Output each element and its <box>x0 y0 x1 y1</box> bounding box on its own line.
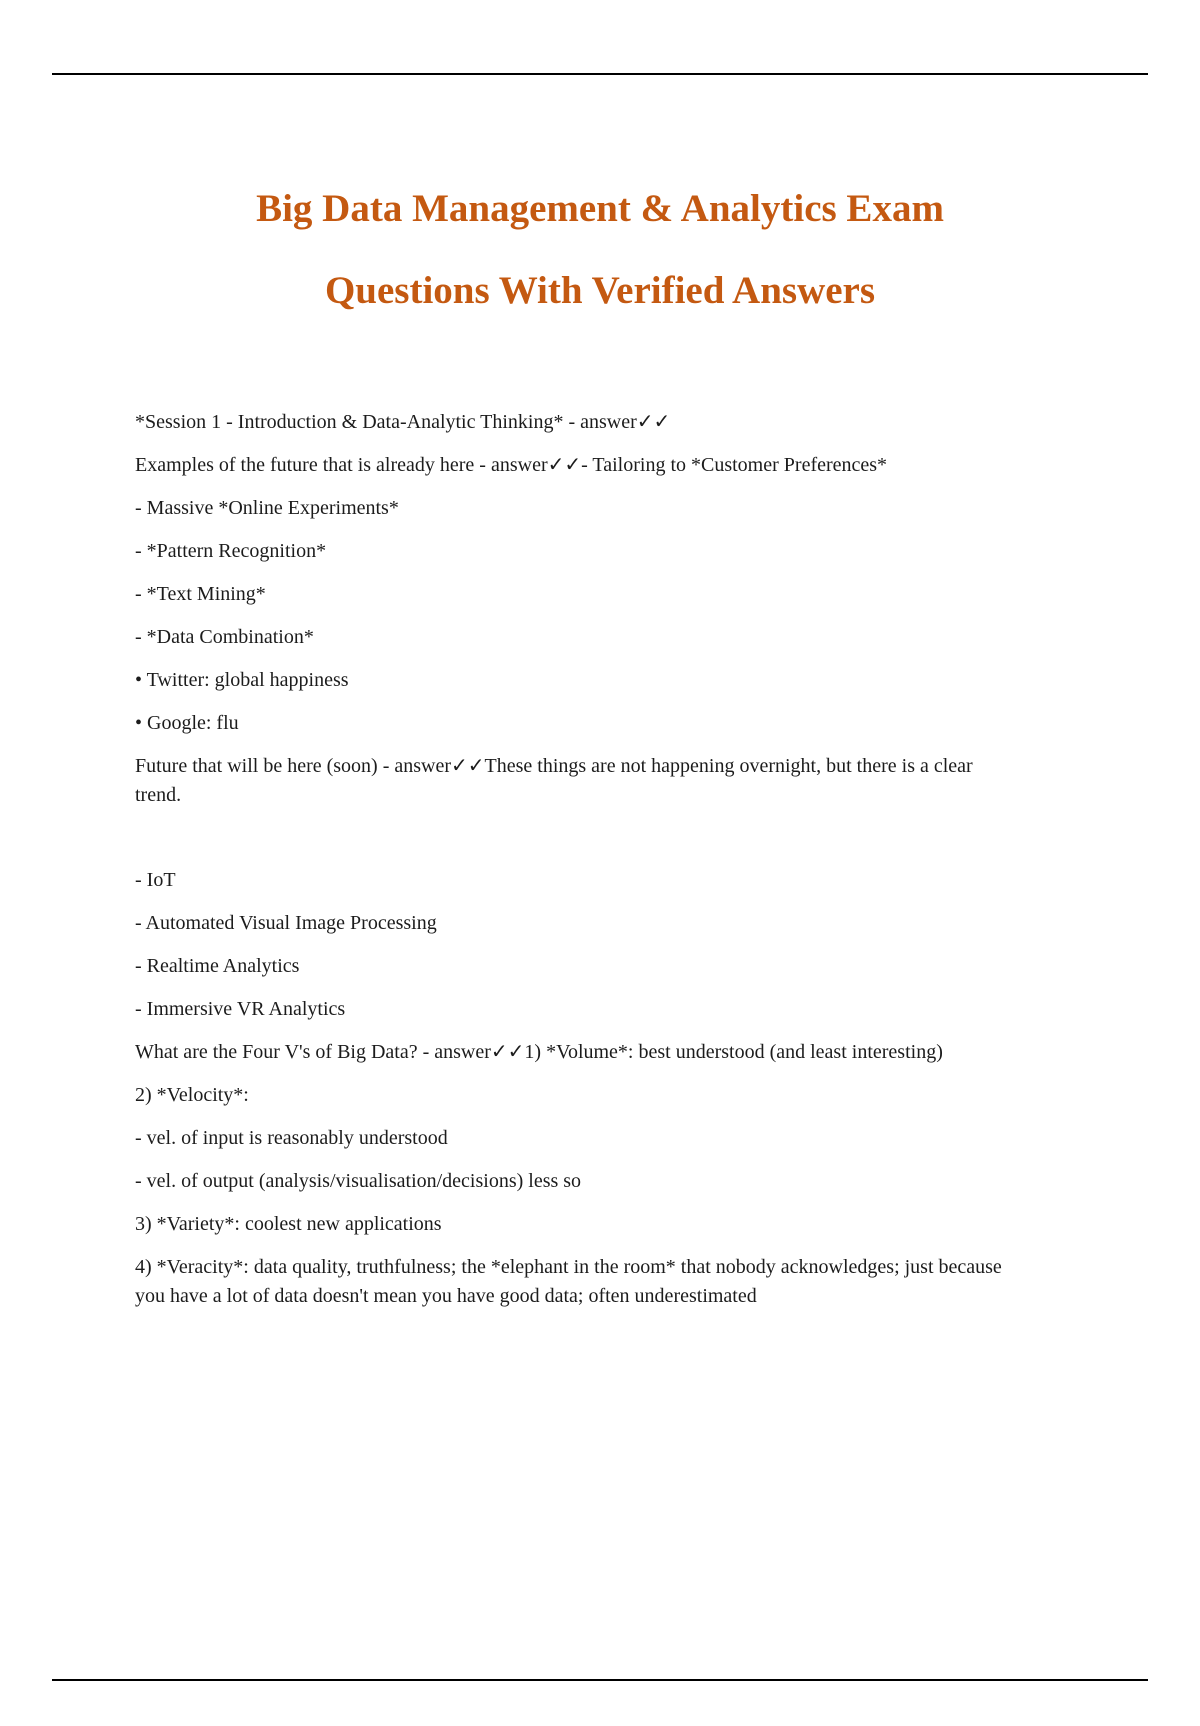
paragraph: - *Text Mining* <box>135 582 266 605</box>
paragraph: 4) *Veracity*: data quality, truthfulness; the *elephant in the room* that nobody acknowledges; just because you have a lot of data doesn't mean you have good data; often underestimated <box>135 1255 1002 1307</box>
paragraph: - *Data Combination* <box>135 625 314 648</box>
paragraph: 3) *Variety*: coolest new applications <box>135 1212 442 1235</box>
paragraph: Examples of the future that is already here - answer✓✓- Tailoring to *Customer Preferences* <box>135 453 888 476</box>
document-page <box>0 26 1200 1726</box>
page-border-top <box>52 73 1148 75</box>
paragraph: - Massive *Online Experiments* <box>135 496 399 519</box>
paragraph: - IoT <box>135 868 176 891</box>
paragraph: - Immersive VR Analytics <box>135 997 346 1020</box>
paragraph: *Session 1 - Introduction & Data-Analytic Thinking* - answer✓✓ <box>135 410 671 433</box>
title-line-2: Questions With Verified Answers <box>324 269 876 313</box>
paragraph: Future that will be here (soon) - answer✓✓These things are not happening overnight, but there is a clear trend. <box>135 754 973 806</box>
document-body <box>135 408 1010 1311</box>
paragraph: • Twitter: global happiness <box>135 668 349 691</box>
paragraph: - Realtime Analytics <box>135 954 300 977</box>
paragraph: - *Pattern Recognition* <box>135 539 327 562</box>
paragraph: - vel. of output (analysis/visualisation/decisions) less so <box>135 1169 582 1192</box>
paragraph: • Google: flu <box>135 711 239 734</box>
paragraph: - vel. of input is reasonably understood <box>135 1126 448 1149</box>
paragraph: 2) *Velocity*: <box>135 1083 249 1106</box>
document-title <box>0 26 1200 332</box>
paragraph: What are the Four V's of Big Data? - answer✓✓1) *Volume*: best understood (and least interesting) <box>135 1040 943 1063</box>
page-border-bottom <box>52 1679 1148 1681</box>
paragraph: - Automated Visual Image Processing <box>135 911 437 934</box>
title-line-1: Big Data Management & Analytics Exam <box>256 187 944 231</box>
